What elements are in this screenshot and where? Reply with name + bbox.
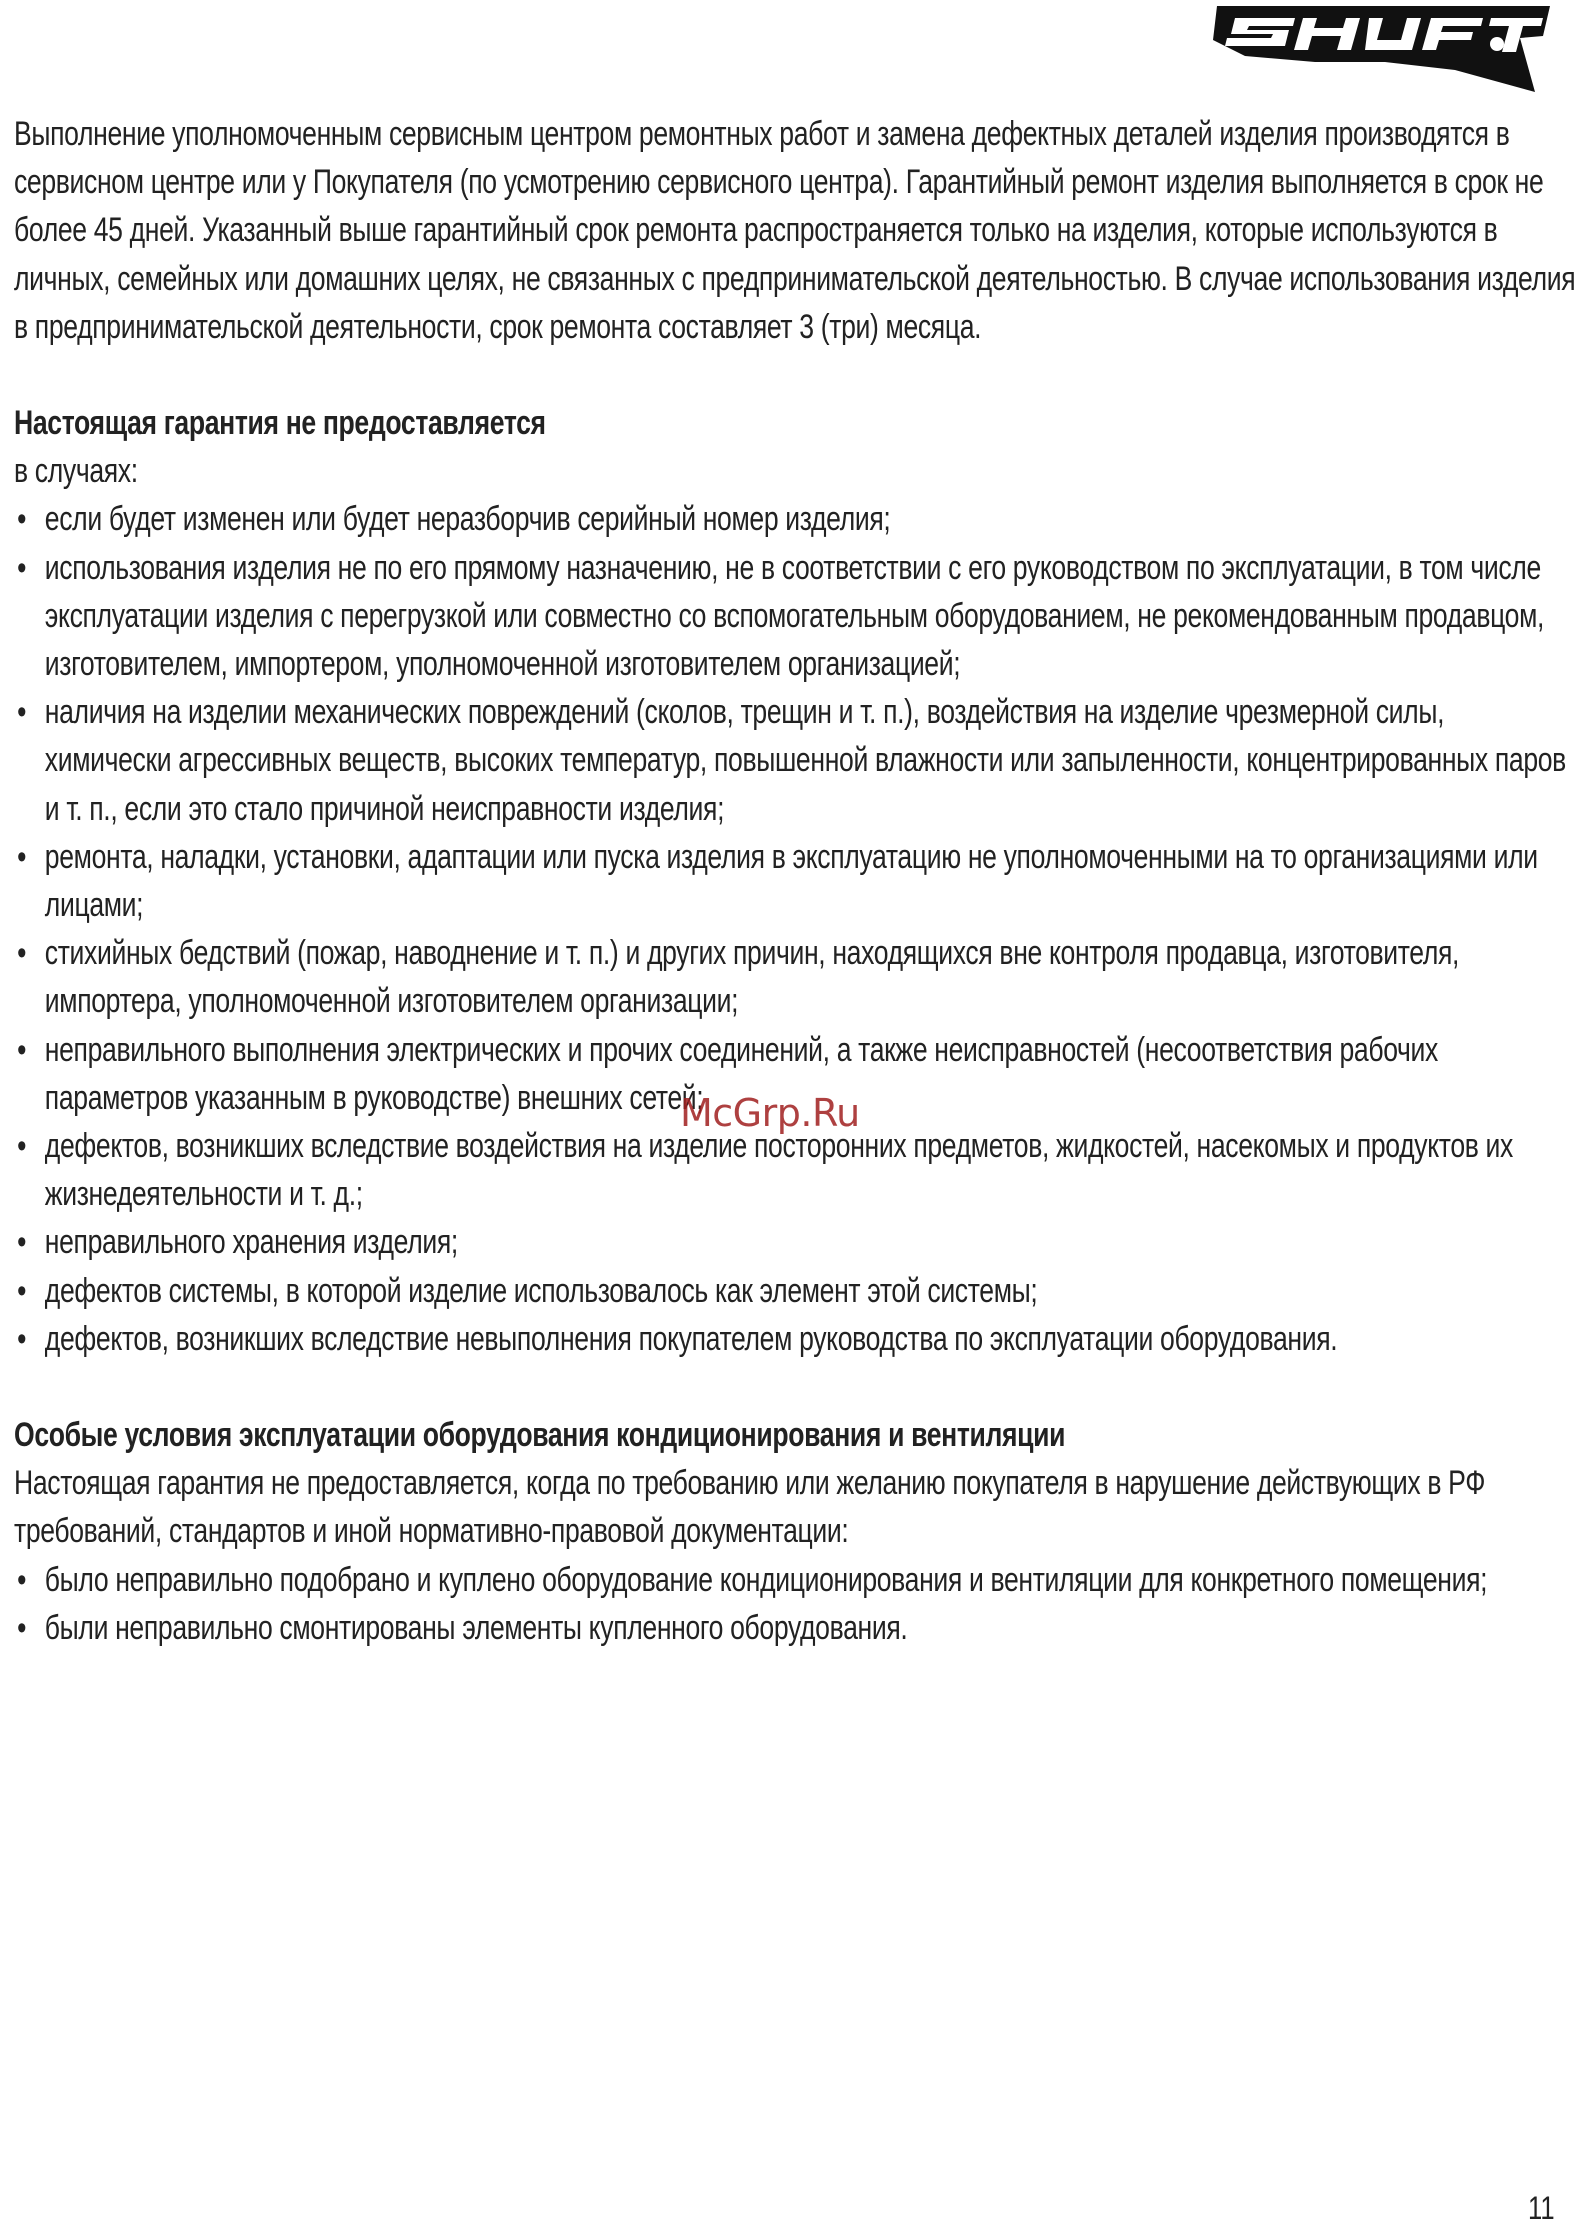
list-item-text: использования изделия не по его прямому назначению, не в соответствии с его руководством по эксплуатации, в том числе эксплуатации изделия с перегрузкой или совместно со вспомогательным оборудованием, не рекомендованным продавцом, изготовителем, импортером, уполномоченной изготовителем организацией; <box>44 548 1545 684</box>
special-conditions-list <box>14 1556 1577 1652</box>
bullet-icon: • <box>17 1271 27 1310</box>
section-heading-warranty-exclusions: Настоящая гарантия не предоставляется <box>14 404 546 443</box>
list-item-text: наличия на изделии механических повреждений (сколов, трещин и т. п.), воздействия на изделие чрезмерной силы, химически агрессивных веществ, высоких температур, повышенной влажности или запыленности, концентрированных паров и т. п., если это стало причиной неисправности изделия; <box>44 693 1566 828</box>
list-item-text: неправильного хранения изделия; <box>44 1223 458 1262</box>
bullet-icon: • <box>17 1030 27 1069</box>
special-conditions-paragraph: Настоящая гарантия не предоставляется, когда по требованию или желанию покупателя в нарушение действующих в РФ требований, стандартов и иной нормативно-правовой документации: <box>14 1464 1486 1551</box>
document-body <box>14 110 1577 1652</box>
list-item-text: стихийных бедствий (пожар, наводнение и т. п.) и других причин, находящихся вне контроля продавца, изготовителя, импортера, уполномоченной изготовителем организации; <box>44 934 1460 1021</box>
bullet-icon: • <box>17 1560 27 1599</box>
list-item <box>14 929 1577 1025</box>
list-item <box>14 688 1577 833</box>
bullet-icon: • <box>17 693 27 732</box>
bullet-icon: • <box>17 837 27 876</box>
bullet-icon: • <box>17 1223 27 1262</box>
list-item <box>14 495 1577 543</box>
bullet-icon: • <box>17 934 27 973</box>
list-item-text: дефектов, возникших вследствие невыполнения покупателем руководства по эксплуатации оборудования. <box>44 1319 1338 1358</box>
watermark: McGrp.Ru <box>680 1091 860 1135</box>
list-item <box>14 544 1577 689</box>
list-item <box>14 833 1577 929</box>
list-item-text: ремонта, наладки, установки, адаптации или пуска изделия в эксплуатацию не уполномоченными на то организациями или лицами; <box>44 837 1538 925</box>
list-item-text: были неправильно смонтированы элементы купленного оборудования. <box>44 1608 908 1647</box>
list-item-text: неправильного выполнения электрических и прочих соединений, а также неисправностей (несоответствия рабочих параметров указанным в руководстве) внешних сетей; <box>44 1030 1438 1117</box>
bullet-icon: • <box>17 500 27 539</box>
list-item-text: было неправильно подобрано и куплено оборудование кондиционирования и вентиляции для конкретного помещения; <box>44 1560 1488 1599</box>
list-item-text: дефектов, возникших вследствие воздействия на изделие посторонних предметов, жидкостей, насекомых и продуктов их жизнедеятельности и т. д.; <box>44 1127 1513 1214</box>
list-item-text: дефектов системы, в которой изделие использовалось как элемент этой системы; <box>44 1271 1038 1310</box>
list-item <box>14 1556 1577 1604</box>
list-item <box>14 1267 1577 1315</box>
list-item <box>14 1218 1577 1266</box>
section-subheading: в случаях: <box>14 452 138 491</box>
section-heading-special-conditions: Особые условия эксплуатации оборудования кондиционирования и вентиляции <box>14 1416 1066 1455</box>
bullet-icon: • <box>17 1319 27 1358</box>
bullet-icon: • <box>17 1608 27 1647</box>
spacer <box>14 1363 1577 1411</box>
list-item <box>14 1315 1577 1363</box>
page-number: 11 <box>1528 2190 1555 2226</box>
bullet-icon: • <box>17 1127 27 1166</box>
intro-paragraph: Выполнение уполномоченным сервисным центром ремонтных работ и замена дефектных деталей изделия производятся в сервисном центре или у Покупателя (по усмотрению сервисного центра). Гарантийный ремонт изделия выполняется в срок не более 45 дней. Указанный выше гарантийный срок ремонта распространяется только на изделия, которые используются в личных, семейных или домашних целях, не связанных с предпринимательской деятельностью. В случае использования изделия в предпринимательской деятельности, срок ремонта составляет 3 (три) месяца. <box>14 115 1576 346</box>
bullet-icon: • <box>17 548 27 587</box>
exclusions-list <box>14 495 1577 1363</box>
shuft-logo <box>1205 0 1557 98</box>
list-item <box>14 1122 1577 1218</box>
list-item-text: если будет изменен или будет неразборчив серийный номер изделия; <box>44 500 891 539</box>
list-item <box>14 1604 1577 1652</box>
spacer <box>14 351 1577 399</box>
